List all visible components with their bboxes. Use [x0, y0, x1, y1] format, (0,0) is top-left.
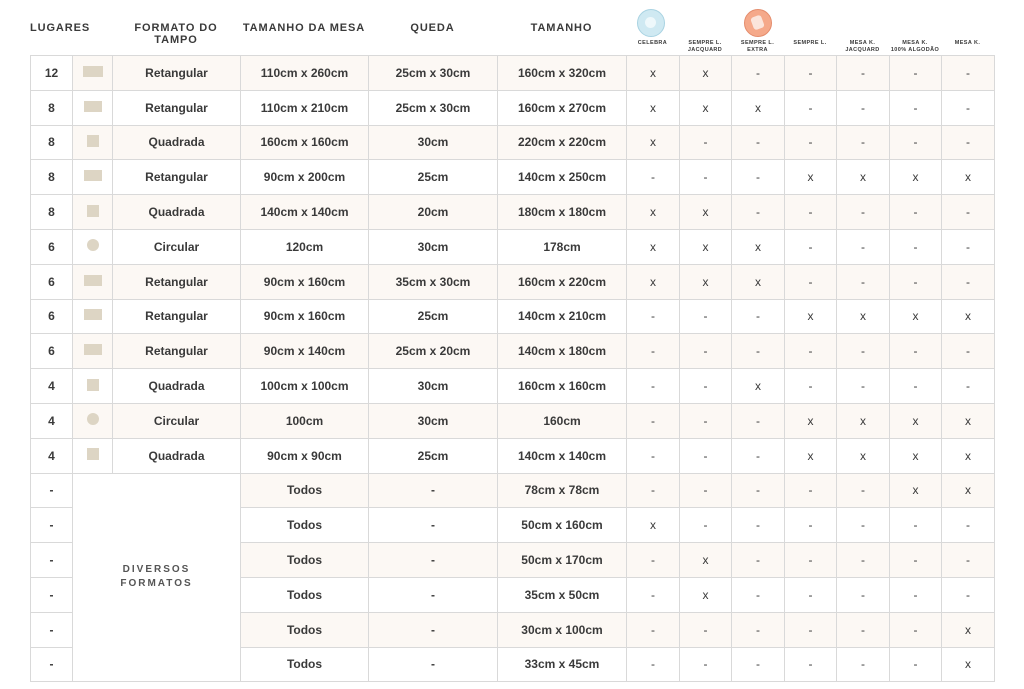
- formato-cell: Quadrada: [113, 438, 241, 473]
- mesa-cell: Todos: [241, 543, 369, 578]
- availability-cell: -: [627, 334, 680, 369]
- header-queda: QUEDA: [410, 22, 455, 34]
- shape-cell: [73, 334, 113, 369]
- tamanho-cell: 160cm x 160cm: [498, 369, 627, 404]
- availability-cell: x: [942, 299, 995, 334]
- availability-cell: -: [785, 56, 837, 91]
- availability-cell: -: [942, 334, 995, 369]
- table-row: [31, 334, 995, 369]
- availability-cell: x: [627, 508, 680, 543]
- tamanho-cell: 140cm x 140cm: [498, 438, 627, 473]
- queda-cell: 25cm x 30cm: [369, 56, 498, 91]
- queda-cell: 25cm x 30cm: [369, 90, 498, 125]
- lugares-cell: -: [31, 577, 73, 612]
- queda-cell: 30cm: [369, 229, 498, 264]
- header-product-line: JACQUARD: [845, 47, 880, 53]
- mesa-cell: Todos: [241, 577, 369, 612]
- queda-cell: -: [369, 612, 498, 647]
- availability-cell: -: [680, 647, 732, 682]
- availability-cell: x: [627, 229, 680, 264]
- queda-cell: 25cm x 20cm: [369, 334, 498, 369]
- availability-cell: -: [837, 543, 890, 578]
- table-shape-rect-icon: [84, 309, 102, 320]
- availability-cell: x: [942, 403, 995, 438]
- table-row: [31, 403, 995, 438]
- availability-cell: -: [732, 508, 785, 543]
- availability-cell: x: [732, 229, 785, 264]
- availability-cell: -: [890, 647, 942, 682]
- queda-cell: -: [369, 647, 498, 682]
- table-row: [31, 473, 995, 508]
- availability-cell: -: [785, 264, 837, 299]
- availability-cell: x: [680, 90, 732, 125]
- shape-cell: [73, 438, 113, 473]
- header-product-3: [784, 40, 836, 47]
- header-formato: FORMATO DO TAMPO: [134, 22, 218, 46]
- tamanho-cell: 140cm x 250cm: [498, 160, 627, 195]
- availability-cell: x: [680, 577, 732, 612]
- availability-cell: x: [680, 264, 732, 299]
- lugares-cell: 4: [31, 438, 73, 473]
- tamanho-cell: 220cm x 220cm: [498, 125, 627, 160]
- availability-cell: -: [837, 508, 890, 543]
- availability-cell: x: [627, 56, 680, 91]
- availability-cell: -: [942, 56, 995, 91]
- header-product-4: [836, 40, 889, 54]
- availability-cell: -: [627, 403, 680, 438]
- availability-cell: x: [680, 195, 732, 230]
- mesa-cell: 140cm x 140cm: [241, 195, 369, 230]
- formato-cell: Quadrada: [113, 369, 241, 404]
- availability-cell: -: [785, 90, 837, 125]
- header-product-line: MESA K.: [849, 40, 876, 46]
- formato-cell: Quadrada: [113, 125, 241, 160]
- availability-cell: -: [890, 229, 942, 264]
- table-row: [31, 299, 995, 334]
- availability-cell: -: [837, 229, 890, 264]
- availability-cell: -: [680, 473, 732, 508]
- shape-cell: [73, 229, 113, 264]
- header-product-line: MESA K.: [954, 40, 981, 46]
- header-product-line: SEMPRE L.: [740, 40, 775, 46]
- availability-cell: x: [627, 195, 680, 230]
- availability-cell: -: [732, 647, 785, 682]
- lugares-cell: -: [31, 543, 73, 578]
- mesa-cell: Todos: [241, 647, 369, 682]
- availability-cell: x: [680, 56, 732, 91]
- availability-cell: x: [890, 299, 942, 334]
- availability-cell: -: [627, 160, 680, 195]
- queda-cell: 30cm: [369, 125, 498, 160]
- queda-cell: 30cm: [369, 403, 498, 438]
- shape-cell: [73, 56, 113, 91]
- availability-cell: x: [890, 403, 942, 438]
- availability-cell: -: [680, 612, 732, 647]
- table-shape-square-icon: [87, 448, 99, 460]
- lugares-cell: -: [31, 612, 73, 647]
- shape-cell: [73, 264, 113, 299]
- formato-cell: Retangular: [113, 56, 241, 91]
- availability-cell: -: [837, 195, 890, 230]
- availability-cell: -: [942, 90, 995, 125]
- availability-cell: -: [837, 56, 890, 91]
- availability-cell: x: [837, 403, 890, 438]
- table-shape-circle-icon: [87, 413, 99, 425]
- availability-cell: -: [785, 229, 837, 264]
- availability-cell: -: [680, 438, 732, 473]
- lugares-cell: 8: [31, 160, 73, 195]
- mesa-cell: 110cm x 260cm: [241, 56, 369, 91]
- header-product-line: SEMPRE L.: [793, 40, 827, 46]
- availability-cell: x: [942, 438, 995, 473]
- table-shape-square-icon: [87, 135, 99, 147]
- availability-cell: -: [732, 56, 785, 91]
- availability-cell: -: [732, 438, 785, 473]
- shape-cell: [73, 403, 113, 438]
- table-shape-rect-icon: [84, 170, 102, 181]
- queda-cell: 35cm x 30cm: [369, 264, 498, 299]
- lugares-cell: -: [31, 473, 73, 508]
- table-row: [31, 195, 995, 230]
- availability-cell: -: [732, 403, 785, 438]
- availability-cell: x: [785, 438, 837, 473]
- availability-cell: -: [627, 612, 680, 647]
- formato-cell: Retangular: [113, 334, 241, 369]
- availability-cell: -: [890, 508, 942, 543]
- availability-cell: -: [627, 369, 680, 404]
- queda-cell: -: [369, 577, 498, 612]
- availability-cell: -: [680, 403, 732, 438]
- tamanho-cell: 178cm: [498, 229, 627, 264]
- availability-cell: x: [627, 90, 680, 125]
- availability-cell: x: [732, 264, 785, 299]
- availability-cell: -: [785, 577, 837, 612]
- availability-cell: -: [785, 195, 837, 230]
- availability-cell: -: [627, 299, 680, 334]
- queda-cell: 20cm: [369, 195, 498, 230]
- table-row: [31, 160, 995, 195]
- availability-cell: -: [890, 56, 942, 91]
- mesa-cell: Todos: [241, 473, 369, 508]
- tamanho-cell: 30cm x 100cm: [498, 612, 627, 647]
- availability-cell: -: [785, 543, 837, 578]
- mesa-cell: 100cm x 100cm: [241, 369, 369, 404]
- tamanho-cell: 35cm x 50cm: [498, 577, 627, 612]
- formato-cell: Circular: [113, 403, 241, 438]
- mesa-cell: 160cm x 160cm: [241, 125, 369, 160]
- mesa-cell: 110cm x 210cm: [241, 90, 369, 125]
- mesa-cell: 90cm x 140cm: [241, 334, 369, 369]
- availability-cell: x: [627, 125, 680, 160]
- availability-cell: -: [627, 473, 680, 508]
- availability-cell: x: [942, 473, 995, 508]
- availability-cell: -: [942, 508, 995, 543]
- availability-cell: -: [837, 577, 890, 612]
- shape-cell: [73, 369, 113, 404]
- header-product-line: 100% ALGODÃO: [890, 47, 940, 53]
- formato-cell: Retangular: [113, 299, 241, 334]
- availability-cell: -: [890, 90, 942, 125]
- availability-cell: -: [785, 473, 837, 508]
- tamanho-cell: 50cm x 160cm: [498, 508, 627, 543]
- tamanho-cell: 50cm x 170cm: [498, 543, 627, 578]
- tamanho-cell: 180cm x 180cm: [498, 195, 627, 230]
- availability-cell: -: [942, 125, 995, 160]
- availability-cell: -: [785, 508, 837, 543]
- availability-cell: x: [785, 160, 837, 195]
- header-product-line: SEMPRE L.: [688, 40, 722, 46]
- shape-cell: [73, 90, 113, 125]
- lugares-cell: 8: [31, 195, 73, 230]
- lugares-cell: 6: [31, 299, 73, 334]
- header-product-5: [889, 40, 941, 54]
- lugares-cell: -: [31, 508, 73, 543]
- table-row: [31, 369, 995, 404]
- availability-cell: -: [785, 334, 837, 369]
- queda-cell: 25cm: [369, 438, 498, 473]
- table-row: [31, 438, 995, 473]
- availability-cell: -: [890, 334, 942, 369]
- availability-cell: -: [732, 125, 785, 160]
- availability-cell: -: [837, 125, 890, 160]
- queda-cell: 25cm: [369, 299, 498, 334]
- tamanho-cell: 160cm x 270cm: [498, 90, 627, 125]
- sempre-l-extra-logo-icon: [744, 9, 772, 37]
- lugares-cell: 4: [31, 369, 73, 404]
- lugares-cell: 6: [31, 334, 73, 369]
- header-lugares: LUGARES: [30, 22, 91, 34]
- table-shape-rect-icon: [84, 101, 102, 112]
- formato-cell: Circular: [113, 229, 241, 264]
- availability-cell: x: [837, 160, 890, 195]
- queda-cell: -: [369, 473, 498, 508]
- tamanho-cell: 140cm x 210cm: [498, 299, 627, 334]
- availability-cell: -: [942, 195, 995, 230]
- table-shape-rect-icon: [84, 275, 102, 286]
- shape-cell: [73, 125, 113, 160]
- formato-cell: Quadrada: [113, 195, 241, 230]
- table-shape-square-icon: [87, 379, 99, 391]
- queda-cell: -: [369, 543, 498, 578]
- availability-cell: -: [785, 647, 837, 682]
- availability-cell: -: [680, 125, 732, 160]
- availability-cell: -: [680, 508, 732, 543]
- availability-cell: -: [837, 369, 890, 404]
- tamanho-cell: 33cm x 45cm: [498, 647, 627, 682]
- availability-cell: x: [785, 403, 837, 438]
- availability-cell: -: [732, 195, 785, 230]
- availability-cell: x: [732, 369, 785, 404]
- availability-cell: -: [890, 264, 942, 299]
- header-product-2: [731, 40, 784, 54]
- availability-cell: -: [942, 369, 995, 404]
- availability-cell: x: [680, 543, 732, 578]
- availability-cell: x: [785, 299, 837, 334]
- lugares-cell: 8: [31, 90, 73, 125]
- availability-cell: -: [627, 647, 680, 682]
- table-shape-rect-icon: [84, 344, 102, 355]
- formato-cell: Retangular: [113, 160, 241, 195]
- formato-cell: Retangular: [113, 90, 241, 125]
- queda-cell: -: [369, 508, 498, 543]
- header-product-6: [941, 40, 994, 47]
- availability-cell: -: [680, 160, 732, 195]
- shape-cell: [73, 195, 113, 230]
- lugares-cell: 8: [31, 125, 73, 160]
- tamanho-cell: 78cm x 78cm: [498, 473, 627, 508]
- queda-cell: 25cm: [369, 160, 498, 195]
- tamanho-cell: 160cm x 220cm: [498, 264, 627, 299]
- availability-cell: -: [627, 438, 680, 473]
- mesa-cell: 100cm: [241, 403, 369, 438]
- header-product-1: [679, 40, 731, 54]
- tamanho-cell: 160cm: [498, 403, 627, 438]
- availability-cell: -: [785, 125, 837, 160]
- availability-cell: -: [837, 647, 890, 682]
- availability-cell: -: [890, 125, 942, 160]
- availability-cell: -: [890, 577, 942, 612]
- diverse-formats-label: DIVERSOS FORMATOS: [73, 473, 241, 682]
- availability-cell: -: [942, 264, 995, 299]
- availability-cell: -: [732, 473, 785, 508]
- availability-cell: -: [837, 334, 890, 369]
- availability-cell: -: [732, 334, 785, 369]
- availability-cell: -: [837, 473, 890, 508]
- availability-cell: x: [627, 264, 680, 299]
- header-tamanho: TAMANHO: [530, 22, 593, 34]
- availability-cell: -: [942, 229, 995, 264]
- table-row: [31, 264, 995, 299]
- availability-cell: -: [890, 369, 942, 404]
- size-table: [30, 55, 995, 682]
- availability-cell: -: [627, 543, 680, 578]
- table-shape-square-icon: [87, 205, 99, 217]
- header-product-line: MESA K.: [902, 40, 928, 46]
- queda-cell: 30cm: [369, 369, 498, 404]
- availability-cell: x: [942, 160, 995, 195]
- availability-cell: -: [785, 612, 837, 647]
- availability-cell: -: [732, 299, 785, 334]
- header-product-line: JACQUARD: [687, 47, 723, 53]
- lugares-cell: 4: [31, 403, 73, 438]
- table-row: [31, 56, 995, 91]
- lugares-cell: 6: [31, 264, 73, 299]
- availability-cell: -: [942, 543, 995, 578]
- header-product-line: CELEBRA: [637, 40, 668, 46]
- availability-cell: -: [890, 195, 942, 230]
- table-row: [31, 229, 995, 264]
- table-shape-rect-long-icon: [83, 66, 103, 77]
- lugares-cell: -: [31, 647, 73, 682]
- availability-cell: -: [942, 577, 995, 612]
- availability-cell: -: [732, 543, 785, 578]
- mesa-cell: 90cm x 160cm: [241, 264, 369, 299]
- availability-cell: x: [942, 647, 995, 682]
- mesa-cell: 90cm x 160cm: [241, 299, 369, 334]
- shape-cell: [73, 160, 113, 195]
- availability-cell: -: [732, 160, 785, 195]
- celebra-logo-icon: [637, 9, 665, 37]
- header-tamanho-mesa: TAMANHO DA MESA: [242, 22, 366, 34]
- availability-cell: -: [890, 612, 942, 647]
- availability-cell: x: [732, 90, 785, 125]
- availability-cell: x: [890, 160, 942, 195]
- header-product-0: [626, 40, 679, 47]
- availability-cell: x: [837, 438, 890, 473]
- mesa-cell: Todos: [241, 612, 369, 647]
- availability-cell: -: [837, 264, 890, 299]
- table-row: [31, 125, 995, 160]
- availability-cell: x: [890, 438, 942, 473]
- availability-cell: x: [837, 299, 890, 334]
- table-shape-circle-icon: [87, 239, 99, 251]
- lugares-cell: 6: [31, 229, 73, 264]
- formato-cell: Retangular: [113, 264, 241, 299]
- mesa-cell: 90cm x 90cm: [241, 438, 369, 473]
- tamanho-cell: 160cm x 320cm: [498, 56, 627, 91]
- table-row: [31, 90, 995, 125]
- table-header: [0, 0, 1024, 56]
- tamanho-cell: 140cm x 180cm: [498, 334, 627, 369]
- availability-cell: x: [942, 612, 995, 647]
- availability-cell: -: [890, 543, 942, 578]
- availability-cell: -: [680, 369, 732, 404]
- availability-cell: -: [837, 612, 890, 647]
- availability-cell: -: [837, 90, 890, 125]
- shape-cell: [73, 299, 113, 334]
- availability-cell: -: [732, 612, 785, 647]
- header-product-line: EXTRA: [747, 47, 768, 53]
- availability-cell: -: [680, 334, 732, 369]
- mesa-cell: 90cm x 200cm: [241, 160, 369, 195]
- lugares-cell: 12: [31, 56, 73, 91]
- availability-cell: -: [627, 577, 680, 612]
- availability-cell: -: [680, 299, 732, 334]
- availability-cell: -: [785, 369, 837, 404]
- availability-cell: x: [680, 229, 732, 264]
- mesa-cell: 120cm: [241, 229, 369, 264]
- mesa-cell: Todos: [241, 508, 369, 543]
- availability-cell: x: [890, 473, 942, 508]
- availability-cell: -: [732, 577, 785, 612]
